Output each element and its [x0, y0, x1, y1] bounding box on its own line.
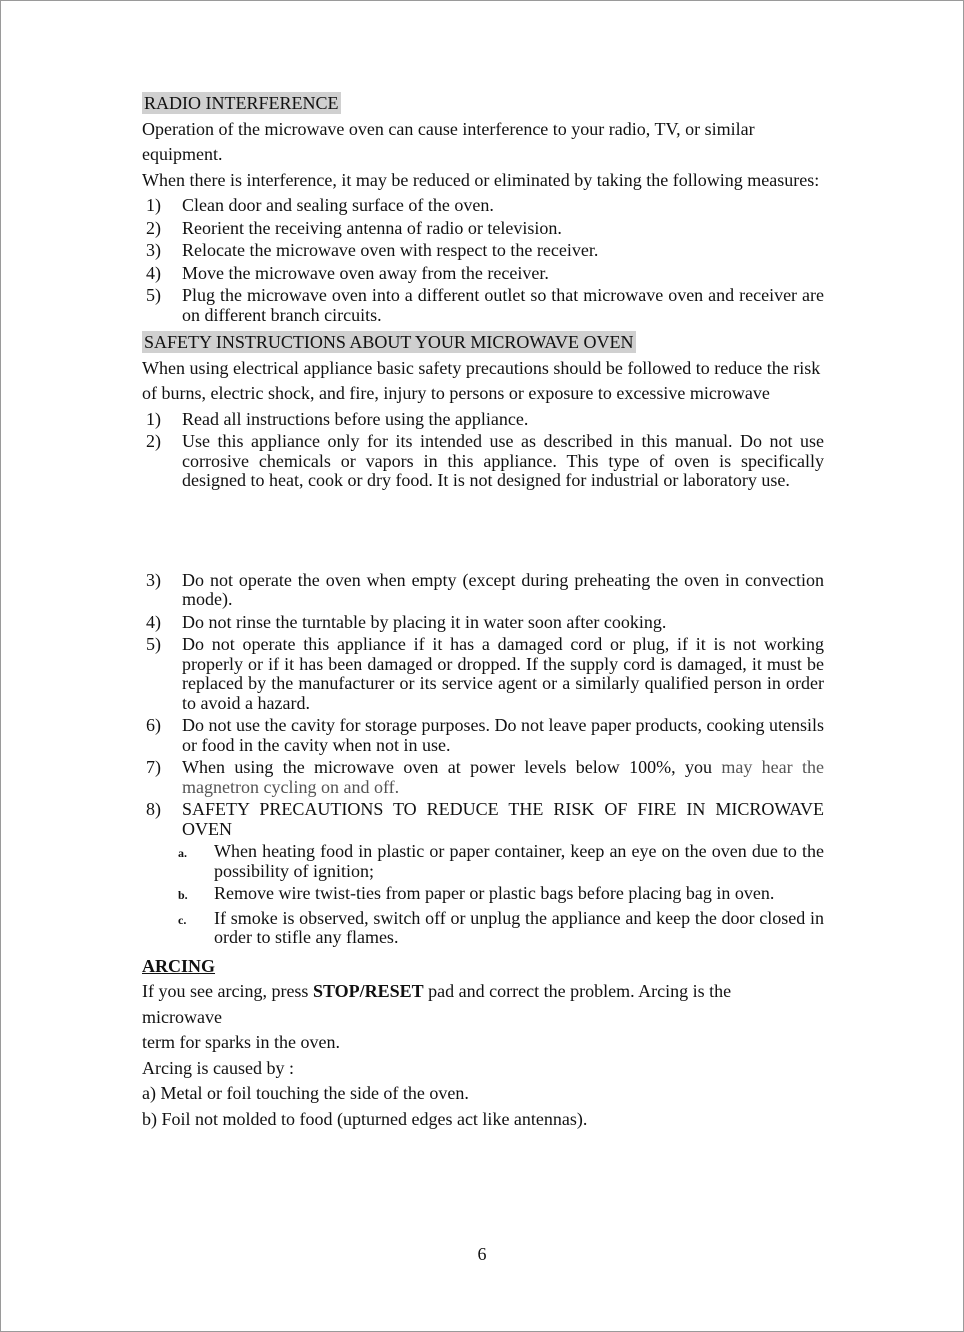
item-number: 1): [146, 408, 161, 429]
item-number: 4): [146, 611, 161, 632]
item-text: Relocate the microwave oven with respect to the receiver.: [182, 240, 599, 260]
sublist-item: [178, 909, 824, 948]
item-letter: b.: [178, 888, 188, 902]
item-text: Read all instructions before using the appliance.: [182, 408, 529, 429]
sublist-item: [178, 842, 824, 881]
arcing-line-4: Arcing is caused by :: [142, 1057, 294, 1078]
safety-list: [142, 410, 824, 491]
list-item: [142, 196, 824, 216]
item-text: Use this appliance only for its intended use as described in this manual. Do not use corrosive chemicals or vapors in this appliance. This type of oven is specifically designed to heat, cook or dry food. It is not designed for industrial or laboratory use.: [182, 431, 824, 490]
list-item: [142, 613, 824, 633]
item-number: 2): [146, 431, 161, 451]
arcing-text: If you see arcing, press: [142, 981, 313, 1001]
blank-spacer: [142, 491, 824, 568]
item-number: 3): [146, 569, 161, 590]
item-text: Remove wire twist-ties from paper or plastic bags before placing bag in oven.: [214, 883, 775, 903]
item-text: Plug the microwave oven into a different outlet so that microwave oven and receiver are on different branch circuits.: [182, 285, 824, 325]
item-text: SAFETY PRECAUTIONS TO REDUCE THE RISK OF FIRE IN MICROWAVE OVEN: [182, 799, 824, 839]
list-item: [142, 635, 824, 713]
item-number: 8): [146, 799, 161, 819]
safety-list-continued: [142, 571, 824, 840]
list-item: [142, 758, 824, 797]
arcing-line-5: a) Metal or foil touching the side of the oven.: [142, 1083, 469, 1103]
list-item: [142, 241, 824, 261]
list-item: [142, 571, 824, 610]
page-number: 6: [477, 1244, 487, 1264]
item-letter: a.: [178, 846, 187, 860]
item-text: Clean door and sealing surface of the oven.: [182, 195, 494, 215]
list-item: [142, 432, 824, 491]
item-number: 4): [146, 262, 161, 283]
list-item: [142, 800, 824, 839]
arcing-line-3: term for sparks in the oven.: [142, 1032, 340, 1052]
sublist-item: [178, 884, 824, 906]
item-letter: c.: [178, 912, 187, 927]
list-item: [142, 410, 824, 430]
stop-reset-label: STOP/RESET: [312, 981, 424, 1001]
safety-instructions-heading: SAFETY INSTRUCTIONS ABOUT YOUR MICROWAVE OVEN: [144, 332, 634, 352]
item-number: 1): [146, 195, 161, 215]
radio-interference-heading: RADIO INTERFERENCE: [144, 93, 339, 113]
item-number: 2): [146, 217, 161, 238]
item-number: 5): [146, 634, 161, 654]
list-item: [142, 264, 824, 284]
item-text: Reorient the receiving antenna of radio or television.: [182, 217, 562, 238]
radio-paragraph-2: When there is interference, it may be reduced or eliminated by taking the following measures:: [142, 169, 820, 190]
arcing-line-2: microwave: [142, 1006, 222, 1027]
item-number: 7): [146, 757, 161, 777]
radio-measures-list: [142, 196, 824, 325]
item-number: 3): [146, 240, 161, 260]
arcing-line-6: b) Foil not molded to food (upturned edges act like antennas).: [142, 1108, 588, 1129]
list-item: [142, 219, 824, 239]
radio-paragraph-1: Operation of the microwave oven can cause interference to your radio, TV, or similar equipment.: [142, 118, 755, 164]
fire-precautions-sublist: [178, 842, 824, 948]
item-text: Do not operate this appliance if it has a damaged cord or plug, if it is not working properly or if it has been damaged or dropped. If the supply cord is damaged, it must be replaced by the manufacturer or its service agent or a similarly qualified person in order to avoid a hazard.: [182, 634, 824, 713]
arcing-heading: ARCING: [142, 955, 216, 976]
item-text: Move the microwave oven away from the receiver.: [182, 262, 549, 283]
arcing-line-1: [142, 979, 824, 1005]
list-item: [142, 716, 824, 755]
item-number: 6): [146, 715, 161, 735]
item-text-part: When using the microwave oven at power levels below 100%, you: [182, 757, 722, 777]
item-text: Do not rinse the turntable by placing it in water soon after cooking.: [182, 611, 667, 632]
arcing-text: pad and correct the problem. Arcing is the: [423, 981, 732, 1001]
item-text: Do not operate the oven when empty (except during preheating the oven in convection mode).: [182, 569, 824, 609]
item-text: When heating food in plastic or paper container, keep an eye on the oven due to the possibility of ignition;: [214, 841, 824, 881]
safety-intro: When using electrical appliance basic safety precautions should be followed to reduce the risk of burns, electric shock, and fire, injury to persons or exposure to excessive microwave: [142, 357, 821, 403]
item-text-part-grey: may hear the magnetron cycling on and off.: [182, 757, 824, 797]
item-number: 5): [146, 285, 161, 305]
item-text: Do not use the cavity for storage purposes. Do not leave paper products, cooking utensils or food in the cavity when not in use.: [182, 715, 824, 755]
document-body: [142, 90, 824, 1132]
item-text: If smoke is observed, switch off or unplug the appliance and keep the door closed in order to stifle any flames.: [214, 907, 824, 947]
list-item: [142, 286, 824, 325]
item-text: [182, 758, 824, 797]
